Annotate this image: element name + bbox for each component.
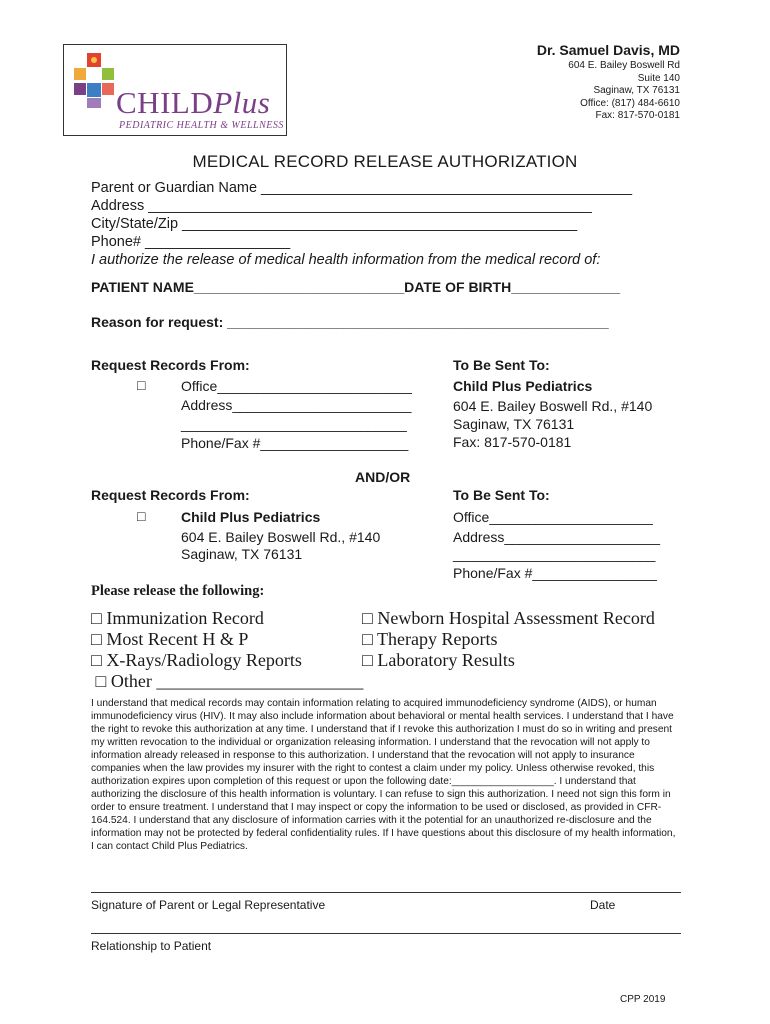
practice-address: 604 E. Bailey Boswell Rd., #140 (181, 529, 381, 545)
request-from-heading: Request Records From: (91, 357, 250, 373)
office-field[interactable]: Office_____________________ (453, 509, 653, 525)
release-option-xrays[interactable]: □ X-Rays/Radiology Reports (91, 650, 302, 670)
office-address-field-2[interactable]: __________________________ (453, 546, 656, 562)
guardian-name-field[interactable]: Parent or Guardian Name ______________________________________________ (91, 180, 633, 196)
address-field[interactable]: Address _______________________________________________________ (91, 198, 592, 214)
release-heading: Please release the following: (91, 583, 265, 599)
reason-field[interactable]: Reason for request: _________________________________________________ (91, 314, 609, 330)
office-address-field[interactable]: Address_______________________ (181, 397, 412, 413)
release-option-other[interactable]: □ Other _______________________ (91, 671, 364, 691)
practice-name: Child Plus Pediatrics (453, 378, 593, 394)
release-option-laboratory[interactable]: □ Laboratory Results (362, 650, 515, 670)
signature-line[interactable] (91, 892, 681, 893)
contact-line: Office: (817) 484-6610 (580, 97, 680, 109)
contact-line: Fax: 817-570-0181 (595, 110, 680, 121)
doctor-contact (537, 40, 680, 123)
practice-city: Saginaw, TX 76131 (181, 546, 303, 562)
checkbox[interactable]: □ (137, 508, 146, 524)
release-option-therapy[interactable]: □ Therapy Reports (362, 629, 498, 649)
phone-fax-field[interactable]: Phone/Fax #___________________ (181, 435, 409, 451)
logo (63, 44, 287, 136)
sent-to-heading: To Be Sent To: (453, 357, 550, 373)
office-field[interactable]: Office_________________________ (181, 378, 412, 394)
practice-fax: Fax: 817-570-0181 (453, 434, 572, 450)
city-state-zip-field[interactable]: City/State/Zip _________________________________________________ (91, 216, 578, 232)
brand-name: CHILDPlus (116, 85, 271, 120)
relationship-line[interactable] (91, 933, 681, 934)
release-option-immunization[interactable]: □ Immunization Record (91, 608, 264, 628)
checkbox[interactable]: □ (137, 377, 146, 393)
release-option-h-and-p[interactable]: □ Most Recent H & P (91, 629, 249, 649)
form-title: MEDICAL RECORD RELEASE AUTHORIZATION (192, 152, 578, 171)
signature-label: Signature of Parent or Legal Representative (91, 898, 326, 912)
contact-line: 604 E. Bailey Boswell Rd (568, 60, 680, 71)
patient-name-dob-field[interactable]: PATIENT NAME___________________________DATE OF BIRTH______________ (91, 279, 621, 295)
brand-tagline: PEDIATRIC HEALTH & WELLNESS (119, 120, 284, 131)
sent-to-heading: To Be Sent To: (453, 487, 550, 503)
request-from-heading: Request Records From: (91, 487, 250, 503)
contact-line: Saginaw, TX 76131 (593, 85, 680, 96)
practice-address: 604 E. Bailey Boswell Rd., #140 (453, 398, 653, 414)
legal-statement: I understand that medical records may contain information relating to acquired immunodeficiency syndrome (AIDS), or human immunodeficiency virus (HIV). It may also include information about behavioral or mental health services. I understand that I have the right to revoke this authorization at any time. I understand that if I revoke this authorization I must do so in writing and present my written revocation to the individual or organization releasing information. I understand that the revocation will not apply to information already released in response to this authorization. I understand that the revocation will not apply to insurance companies when the law provides my insurer with the right to contest a claim under my policy. Unless otherwise revoked, this authorization expires upon completion of this request or upon the following date:__________________. I understand that authorizing the disclosure of this health information is voluntary. I can refuse to sign this authorization. I need not sign this form in order to ensure treatment. I understand that I may inspect or copy the information to be used or disclosed, as provided in CFR-164.524. I understand that any disclosure of information carries with it the potential for an unauthorized re-disclosure and the information may not be protected by federal confidentiality rules. If I have questions about this disclosure of my health information, I can contact Child Plus Pediatrics. (91, 698, 676, 852)
phone-field[interactable]: Phone# __________________ (91, 234, 291, 250)
practice-city: Saginaw, TX 76131 (453, 416, 575, 432)
cross-logo-icon (72, 53, 116, 109)
practice-name: Child Plus Pediatrics (181, 509, 321, 525)
relationship-label: Relationship to Patient (91, 939, 212, 953)
doctor-name: Dr. Samuel Davis, MD (536, 42, 680, 58)
phone-fax-field[interactable]: Phone/Fax #________________ (453, 565, 657, 581)
release-option-newborn[interactable]: □ Newborn Hospital Assessment Record (362, 608, 655, 628)
and-or-label: AND/OR (355, 469, 411, 485)
authorize-statement: I authorize the release of medical health information from the medical record of: (91, 252, 601, 268)
office-address-field-2[interactable]: _____________________________ (181, 416, 407, 432)
office-address-field[interactable]: Address____________________ (453, 529, 661, 545)
date-label: Date (590, 898, 616, 912)
form-code: CPP 2019 (620, 994, 666, 1005)
contact-line: Suite 140 (637, 72, 680, 84)
